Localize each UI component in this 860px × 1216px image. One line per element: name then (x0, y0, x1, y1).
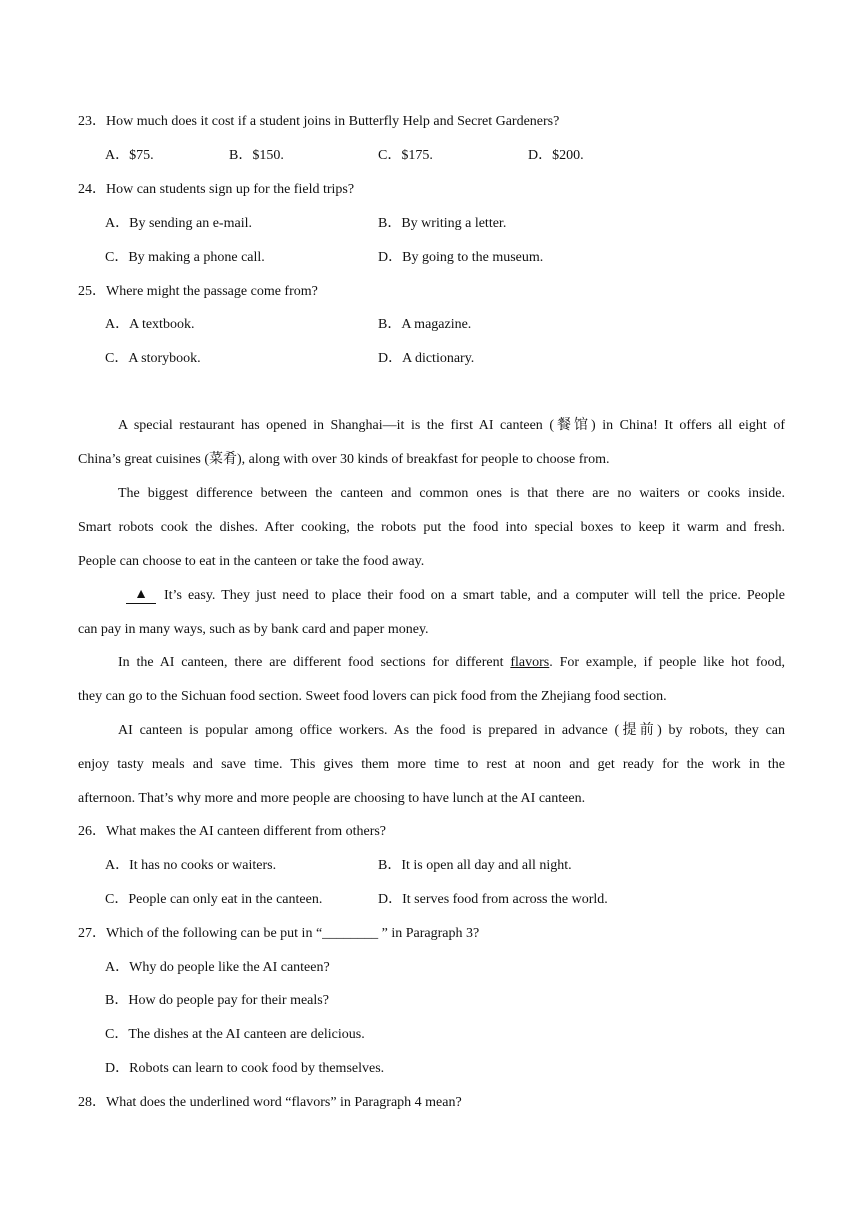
question-27-stem: 27．Which of the following can be put in “________ ” in Paragraph 3? (78, 926, 480, 941)
question-27-option-b: B．How do people pay for their meals? (105, 993, 329, 1008)
question-23-option-c: C．$175. (378, 148, 433, 163)
question-25-option-b: B．A magazine. (378, 317, 472, 332)
passage-paragraph-3-line-2: can pay in many ways, such as by bank card and paper money. (78, 622, 429, 637)
question-27-option-c: C．The dishes at the AI canteen are delicious. (105, 1027, 365, 1042)
question-25-stem: 25．Where might the passage come from? (78, 284, 318, 299)
question-23-stem: 23．How much does it cost if a student joins in Butterfly Help and Secret Gardeners? (78, 114, 560, 129)
passage-paragraph-5-line-1: AI canteen is popular among office workers. As the food is prepared in advance (提前) by robots, they can (118, 723, 785, 738)
passage-paragraph-4-line-2: they can go to the Sichuan food section. Sweet food lovers can pick food from the Zhejiang food section. (78, 689, 667, 704)
question-24-option-d: D．By going to the museum. (378, 250, 544, 265)
blank-triangle-marker: ▲ (126, 587, 156, 604)
question-26-option-d: D．It serves food from across the world. (378, 892, 608, 907)
question-25-option-a: A．A textbook. (105, 317, 195, 332)
question-23-option-d: D．$200. (528, 148, 584, 163)
passage-paragraph-1-line-1: A special restaurant has opened in Shanghai—it is the first AI canteen (餐馆) in China! It offers all eight of (118, 418, 785, 433)
question-25-option-d: D．A dictionary. (378, 351, 475, 366)
question-28-stem: 28．What does the underlined word “flavors” in Paragraph 4 mean? (78, 1095, 462, 1110)
passage-paragraph-5-line-2: enjoy tasty meals and save time. This gives them more time to rest at noon and get ready for the work in the (78, 757, 785, 772)
passage-paragraph-2-line-3: People can choose to eat in the canteen or take the food away. (78, 554, 425, 569)
question-26-option-a: A．It has no cooks or waiters. (105, 858, 277, 873)
passage-paragraph-4-line-1 (78, 654, 785, 672)
question-24-option-c: C．By making a phone call. (105, 250, 265, 265)
passage-paragraph-3-line-1: It’s easy. They just need to place their food on a smart table, and a computer will tell the price. People (164, 588, 785, 603)
question-26-stem: 26．What makes the AI canteen different from others? (78, 824, 387, 839)
question-26-option-b: B．It is open all day and all night. (378, 858, 572, 873)
question-24-option-a: A．By sending an e-mail. (105, 216, 252, 231)
passage-paragraph-1-line-2: China’s great cuisines (菜肴), along with over 30 kinds of breakfast for people to choose from. (78, 452, 610, 467)
question-27-option-d: D．Robots can learn to cook food by themselves. (105, 1061, 385, 1076)
question-25-option-c: C．A storybook. (105, 351, 201, 366)
question-24-stem: 24．How can students sign up for the field trips? (78, 182, 355, 197)
paragraph-4-text-before: In the AI canteen, there are different food sections for different (118, 655, 511, 670)
question-23-option-b: B．$150. (229, 148, 284, 163)
question-26-option-c: C．People can only eat in the canteen. (105, 892, 323, 907)
passage-paragraph-2-line-1: The biggest difference between the canteen and common ones is that there are no waiters or cooks inside. (118, 486, 785, 501)
passage-paragraph-5-line-3: afternoon. That’s why more and more people are choosing to have lunch at the AI canteen. (78, 791, 586, 806)
question-27-option-a: A．Why do people like the AI canteen? (105, 960, 330, 975)
underlined-word-flavors: flavors (510, 655, 550, 670)
paragraph-4-text-after: . For example, if people like hot food, (549, 655, 785, 670)
question-24-option-b: B．By writing a letter. (378, 216, 507, 231)
passage-paragraph-2-line-2: Smart robots cook the dishes. After cooking, the robots put the food into special boxes to keep it warm and fresh. (78, 520, 785, 535)
question-23-option-a: A．$75. (105, 148, 154, 163)
